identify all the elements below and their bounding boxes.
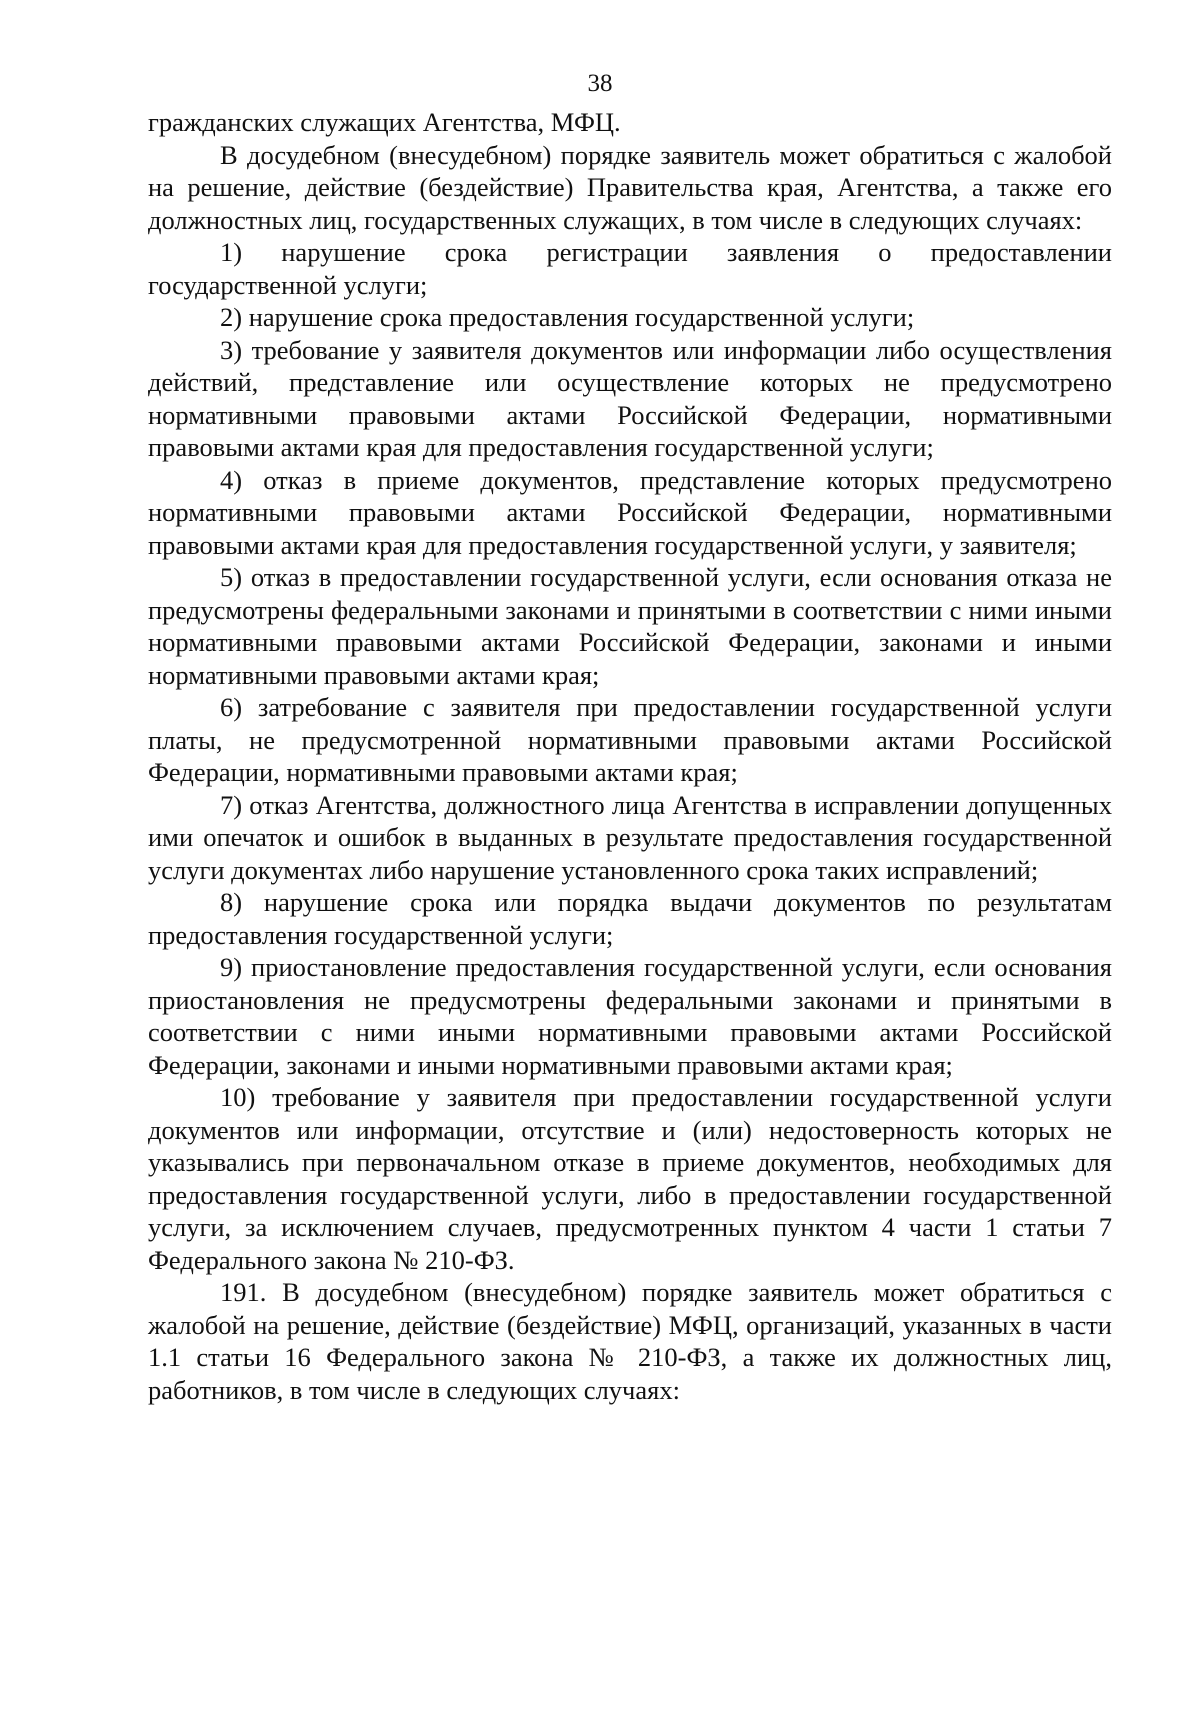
list-item-10: 10) требование у заявителя при предоставлении государственной услуги документов или информации, отсутствие и (или) недостоверность которых не указывались при первоначальном отказе в приеме документов, необходимых для предоставления государственной услуги, либо в предоставлении государственной услуги, за исключением случаев, предусмотренных пунктом 4 части 1 статьи 7 Федерального закона № 210-ФЗ. xyxy=(148,1082,1112,1275)
page-number: 38 xyxy=(587,70,613,97)
document-body xyxy=(148,106,1112,1406)
list-item-4: 4) отказ в приеме документов, представление которых предусмотрено нормативными правовыми актами Российской Федерации, нормативными правовыми актами края для предоставления государственной услуги, у заявителя; xyxy=(148,464,1112,560)
list-item-1: 1) нарушение срока регистрации заявления о предоставлении государственной услуги; xyxy=(148,237,1112,300)
list-item-8: 8) нарушение срока или порядка выдачи документов по результатам предоставления государственной услуги; xyxy=(148,887,1112,950)
list-item-9: 9) приостановление предоставления государственной услуги, если основания приостановления не предусмотрены федеральными законами и принятыми в соответствии с ними иными нормативными правовыми актами Российской Федерации, законами и иными нормативными правовыми актами края; xyxy=(148,952,1112,1080)
paragraph-continuation: гражданских служащих Агентства, МФЦ. xyxy=(148,107,621,137)
paragraph-intro: В досудебном (внесудебном) порядке заявитель может обратиться с жалобой на решение, действие (бездействие) Правительства края, Агентства, а также его должностных лиц, государственных служащих, в том числе в следующих случаях: xyxy=(148,139,1112,235)
paragraph-191: 191. В досудебном (внесудебном) порядке заявитель может обратиться с жалобой на решение, действие (бездействие) МФЦ, организаций, указанных в части 1.1 статьи 16 Федерального закона № 210-ФЗ, а также их должностных лиц, работников, в том числе в следующих случаях: xyxy=(148,1277,1112,1405)
list-item-5: 5) отказ в предоставлении государственной услуги, если основания отказа не предусмотрены федеральными законами и принятыми в соответствии с ними иными нормативными правовыми актами Российской Федерации, законами и иными нормативными правовыми актами края; xyxy=(148,562,1112,690)
list-item-6: 6) затребование с заявителя при предоставлении государственной услуги платы, не предусмотренной нормативными правовыми актами Российской Федерации, нормативными правовыми актами края; xyxy=(148,692,1112,787)
list-item-3: 3) требование у заявителя документов или информации либо осуществления действий, представление или осуществление которых не предусмотрено нормативными правовыми актами Российской Федерации, нормативными правовыми актами края для предоставления государственной услуги; xyxy=(148,334,1112,462)
list-item-7: 7) отказ Агентства, должностного лица Агентства в исправлении допущенных ими опечаток и ошибок в выданных в результате предоставления государственной услуги документах либо нарушение установленного срока таких исправлений; xyxy=(148,789,1112,885)
list-item-2: 2) нарушение срока предоставления государственной услуги; xyxy=(220,302,915,332)
